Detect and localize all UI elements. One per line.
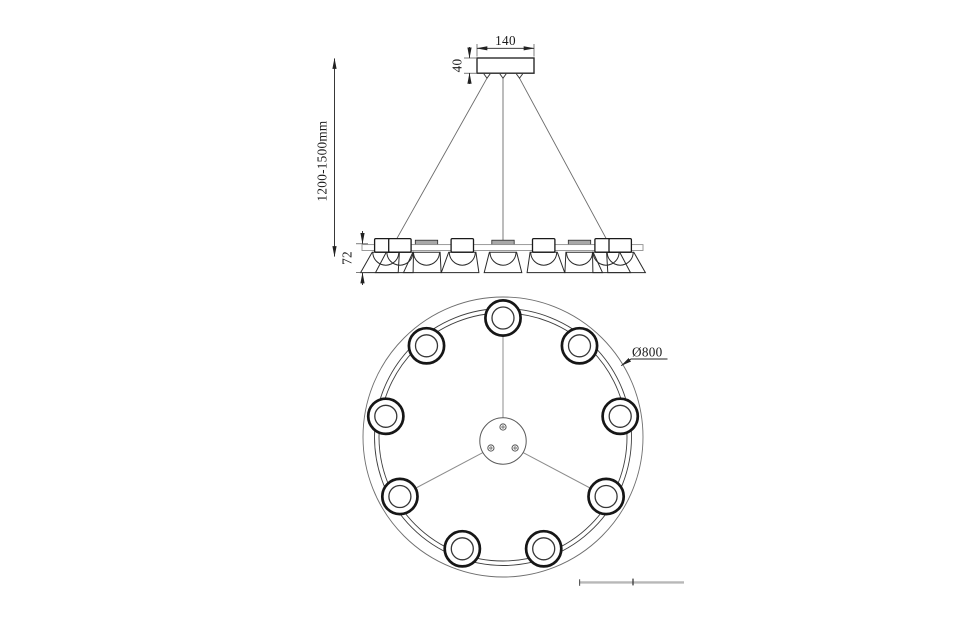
canopy-wire-hooks <box>484 74 523 78</box>
dimension-suspension-height <box>315 59 335 257</box>
dim-ring-diameter-label: Ø800 <box>632 344 663 360</box>
lamp-housing <box>609 239 631 253</box>
lamp-shade <box>441 252 479 272</box>
frame-mark <box>579 579 684 586</box>
lamp-lens-arc <box>414 252 440 265</box>
suspension-wire <box>397 78 487 239</box>
dimension-canopy-width <box>477 33 534 57</box>
lamp-lens-arc <box>490 252 516 265</box>
dimension-canopy-height <box>450 47 477 84</box>
plan-view <box>363 297 668 577</box>
lamp-top-outer-ring <box>382 479 417 514</box>
lamp-top-outer-ring <box>603 399 638 434</box>
leader-line <box>621 359 667 366</box>
lamp-shades <box>361 252 646 272</box>
dim-canopy-width-label: 140 <box>495 33 516 48</box>
lamp-housing <box>533 239 555 253</box>
lamp-top-outer-ring <box>409 328 444 363</box>
lamp-top-outer-ring <box>485 300 520 335</box>
side-elevation-view <box>315 33 646 285</box>
screw-hole <box>512 445 518 451</box>
lamp-shade <box>565 252 603 272</box>
diameter-callout <box>621 345 667 366</box>
lamp-lens-arc <box>567 252 593 265</box>
dimension-head-height <box>340 231 369 285</box>
lamp-top-outer-ring <box>589 479 624 514</box>
lamp-shade <box>527 252 565 272</box>
lamp-shade <box>404 252 442 272</box>
lamp-top-outer-ring <box>445 531 480 566</box>
lamp-top-outer-ring <box>368 399 403 434</box>
lamp-top-outer-ring <box>526 531 561 566</box>
lamp-lens-arc <box>449 252 475 265</box>
screw-hole <box>500 424 506 430</box>
suspension-wire <box>520 78 607 239</box>
lamp-lens-arc <box>593 252 619 265</box>
dim-canopy-height-label: 40 <box>449 58 465 73</box>
lamp-housing <box>389 239 411 253</box>
screw-hole <box>488 445 494 451</box>
ceiling-canopy <box>477 58 534 73</box>
dim-head-height-label: 72 <box>339 251 355 265</box>
lamp-lens-arc <box>531 252 557 265</box>
dim-suspension-height-label: 1200-1500mm <box>314 120 330 202</box>
lamp-housing <box>451 239 473 253</box>
lamp-top-outer-ring <box>562 328 597 363</box>
suspension-wires <box>397 78 607 240</box>
lamp-lens-arc <box>387 252 413 265</box>
